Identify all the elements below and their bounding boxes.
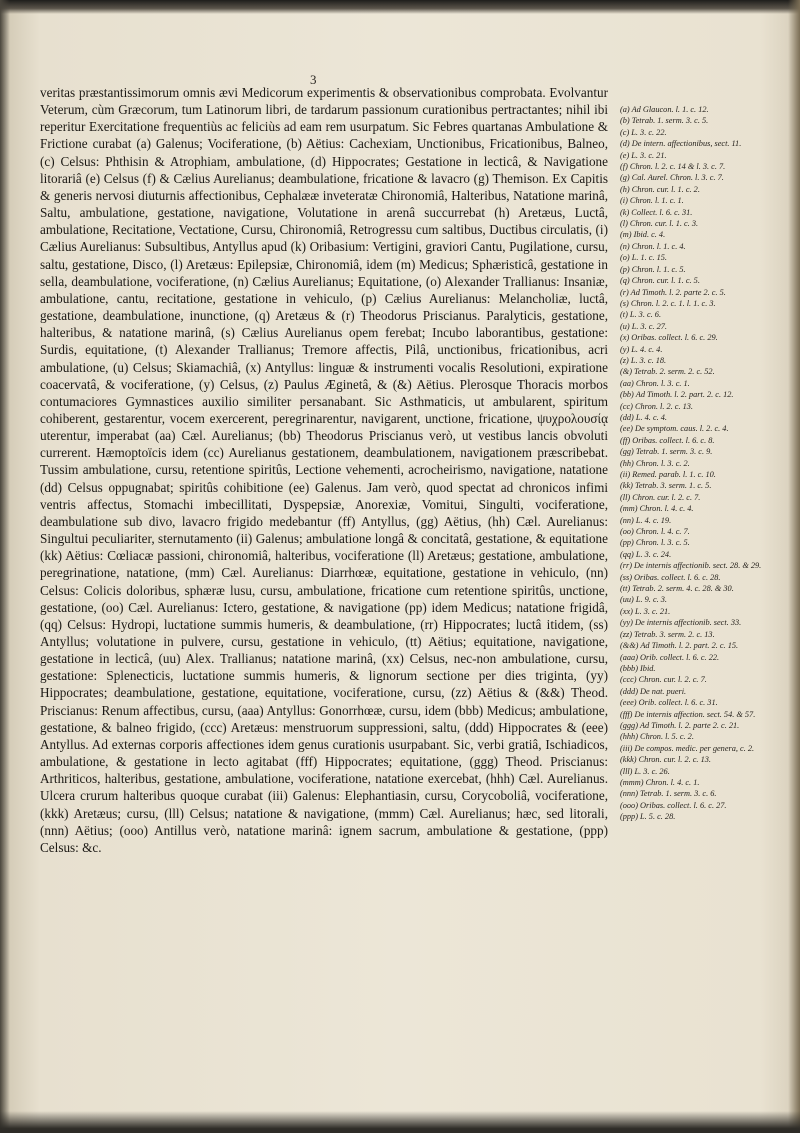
page-top-shadow [0,0,800,14]
margin-note: (dd) L. 4. c. 4. [620,412,668,422]
page-bottom-shadow [0,1111,800,1133]
margin-note: (eee) Orib. collect. l. 6. c. 31. [620,698,718,708]
margin-note: (ddd) De nat. pueri. [620,686,687,696]
margin-note: (&&) Ad Timoth. l. 2. part. 2. c. 15. [620,641,739,651]
margin-note: (c) L. 3. c. 22. [620,127,667,137]
main-text-column [40,84,608,856]
margin-note: (q) Chron. cur. l. 1. c. 5. [620,276,700,286]
margin-note: (tt) Tetrab. 2. serm. 4. c. 28. & 30. [620,584,734,594]
margin-note: (hh) Chron. l. 3. c. 2. [620,458,690,468]
margin-note: (o) L. 1. c. 15. [620,253,668,263]
page-number: 3 [310,72,317,87]
margin-note: (ff) Oribas. collect. l. 6. c. 8. [620,435,715,445]
margin-note: (kk) Tetrab. 3. serm. 1. c. 5. [620,481,712,491]
margin-note: (&) Tetrab. 2. serm. 2. c. 52. [620,367,715,377]
margin-note: (ccc) Chron. cur. l. 2. c. 7. [620,675,707,685]
margin-notes-column [620,104,786,823]
margin-note: (ggg) Ad Timoth. l. 2. parte 2. c. 21. [620,720,740,730]
margin-note: (qq) L. 3. c. 24. [620,549,672,559]
margin-note: (r) Ad Timoth. l. 2. parte 2. c. 5. [620,287,726,297]
page-right-edge [788,0,800,1133]
margin-note: (p) Chron. l. 1. c. 5. [620,264,686,274]
margin-note: (k) Collect. l. 6. c. 31. [620,207,693,217]
margin-note: (y) L. 4. c. 4. [620,344,663,354]
margin-note: (rr) De internis affectionib. sect. 28. & 29. [620,561,762,571]
margin-note: (m) Ibid. c. 4. [620,230,666,240]
margin-note: (cc) Chron. l. 2. c. 13. [620,401,693,411]
margin-note: (ii) Remed. parab. l. 1. c. 10. [620,470,716,479]
margin-note: (iii) De compos. medic. per genera, c. 2. [620,743,755,753]
margin-note: (ooo) Oribas. collect. l. 6. c. 27. [620,800,727,810]
margin-note: (i) Chron. l. 1. c. 1. [620,196,684,206]
margin-note: (fff) De internis affection. sect. 54. & 57. [620,709,756,719]
margin-note: (hhh) Chron. l. 5. c. 2. [620,732,694,742]
margin-note: (bbb) Ibid. [620,663,656,673]
margin-note: (uu) L. 9. c. 3. [620,595,668,605]
margin-note: (yy) De internis affectionib. sect. 33. [620,618,742,628]
margin-note: (mm) Chron. l. 4. c. 4. [620,504,694,514]
margin-note: (t) L. 3. c. 6. [620,310,662,320]
margin-note: (z) L. 3. c. 18. [620,355,667,365]
margin-note: (pp) Chron. l. 3. c. 5. [620,538,690,548]
margin-note: (ee) De symptom. caus. l. 2. c. 4. [620,424,729,434]
margin-note: (f) Chron. l. 2. c. 14 & l. 3. c. 7. [620,162,726,172]
margin-note: (xx) L. 3. c. 21. [620,606,671,616]
margin-note: (e) L. 3. c. 21. [620,150,667,160]
margin-note: (x) Oribas. collect. l. 6. c. 29. [620,333,718,343]
margin-note: (a) Ad Glaucon. l. 1. c. 12. [620,105,709,114]
margin-note: (nnn) Tetrab. 1. serm. 3. c. 6. [620,789,717,799]
margin-note: (ppp) L. 5. c. 28. [620,812,676,822]
margin-note: (d) De intern. affectionibus, sect. 11. [620,139,742,149]
margin-note: (mmm) Chron. l. 4. c. 1. [620,777,700,787]
margin-note: (n) Chron. l. 1. c. 4. [620,241,686,251]
margin-note: (nn) L. 4. c. 19. [620,515,672,525]
margin-note: (u) L. 3. c. 27. [620,321,668,331]
margin-note: (l) Chron. cur. l. 1. c. 3. [620,219,699,229]
margin-note: (oo) Chron. l. 4. c. 7. [620,527,690,537]
margin-note: (ss) Oribas. collect. l. 6. c. 28. [620,572,721,582]
body-paragraph: veritas præstantissimorum omnis ævi Medicorum experimentis & observationibus comprobata. Evolvantur Veterum, cùm Græcorum, tum Latinorum libri, de tardarum passionum curationibus pertractantes; nihil ibi reperitur Exercitatione frequentiùs ac feliciùs ad eam rem usurpatum. Sic Febres quartanas Ambulatione & Frictione curabat (a) Galenus; Vociferatione, (b) Aëtius: Cachexiam, Unctionibus, Fricationibus, Balneo, (c) Celsus: Phthisin & Atrophiam, ambulatione, (d) Hippocrates; Gestatione in lecticâ, & Navigatione litorariâ (e) Celsus (f) & Cælius Aurelianus; deambulatione, fricatione & lavacro (g) Themison. Ex Capitis & generis nervosi diuturnis affectionibus, Cephalææ inveteratæ Chironomiâ, Halteribus, Natatione marinâ, Saltu, ambulatione, gestatione, navigatione, Volutatione in arenâ succurrebat (h) Aretæus, Luctâ, ambulatione, Recitatione, Vectatione, Cursu, Chironomiâ, Retrogressu cum saltibus, Ductibus circulatis, (i) Cælius Aurelianus: Subsultibus, Antyllus apud (k) Oribasium: Vertigini, graviori Cantu, Pugilatione, cursu, saltu, gestatione, Disco, (l) Aretæus: Epilepsiæ, Chironomiâ, idem (m) Medicus; Sphæristicâ, gestatione in sella, deambulatione, vociferatione, (n) Cælius Aurelianus; Equitatione, (o) Alexander Trallianus: Insaniæ, ambulatione, cantu, recitatione, gestatione in vehiculo, (p) Cælius Aurelianus: Melancholiæ, luctâ, gestatione, deambulatione, inunctione, (q) Aretæus & (r) Theodorus Priscianus. Paralyticis, gestatione, halteribus, & natatione marinâ, (s) Cælius Aurelianus opem ferebat; Incubo laborantibus, gestatione: Surdis, equitatione, (t) Alexander Trallianus; Tremore affectis, Pilâ, unctionibus, fricationibus, acri ambulatione, (u) Celsus; Skiamachiâ, (x) Antyllus: linguæ & instrumenti vocalis Resolutioni, expiratione coacervatâ, & vociferatione, (y) Celsus, (z) Paulus Æginetâ, & (&) Aëtius. Plerosque Thoracis morbos contumaciores Gymnastices auxilio similiter persanabant. Sic Asthmaticis, ut ambularent, spiritum cohiberent, gestarentur, vocem exercerent, peregrinarentur, navigarent, unctione, fricatione, ψυχρολουσίᾳ uterentur, imperabat (aa) Cæl. Aurelianus; (bb) Theodorus Priscianus verò, ut vestibus lancis obvoluti currerent. Hæmoptoïcis idem (cc) Aurelianus gestationem, deambulationem, navigationem præscribebat. Tussim ambulatione, cursu, retentione spiritûs, Lectione vehementi, acrocheirismo, navigatione, natatione (dd) Celsus oppugnabat; spiritûs cohibitione (ee) Galenus. Jam verò, quod spectat ad chronicos infimi ventris affectus, Stomachi imbecillitati, Dyspepsiæ, Anorexiæ, Vomitui, Singulti, vociferatione, deambulatione sub divo, lavacro frigido medebantur (ff) Antyllus, (gg) Aëtius, (hh) Cæl. Aurelianus: Singultui peculiariter, sternutamento (ii) Galenus; ambulatione longâ & concitatâ, gestatione, & equitatione (kk) Aëtius: Cœliacæ passioni, chironomiâ, halteribus, vociferatione (ll) Aretæus; gestatione, ambulatione, peregrinatione, natatione, (mm) Cæl. Aurelianus: Diarrhœæ, equitatione, gestatione in vehiculo, (nn) Celsus: Colicis doloribus, sphæræ lusu, cursu, ambulatione, fricatione cum retentione spiritûs, unctione, gestatione, (oo) Cæl. Aurelianus: Ictero, gestatione, & navigatione (pp) idem Medicus; natatione frigidâ, (qq) Celsus: Hydropi, luctatione summis humeris, & deambulatione, (rr) Hippocrates; luctâ itidem, (ss) Antyllus; volutatione in pulvere, cursu, gestatione in vehiculo, (tt) Aëtius; equitatione, navigatione, gestatione in lecticâ, (uu) Alex. Trallianus; natatione marinâ, (xx) Celsus, nec-non ambulatione, cursu, gestatione: Splenecticis, luctatione summis humeris, & lignorum sectione per dies triginta, (yy) Hippocrates; deambulatione, gestatione, equitatione, vociferatione, cursu, (zz) Aëtius & (&&) Theod. Priscianus: Renum affectibus, cursu, (aaa) Antyllus: Gonorrhœæ, cursu, idem (bbb) Medicus; ambulatione, gestatione, & balneo frigido, (ccc) Aretæus: menstruorum suppressioni, saltu, (ddd) Hippocrates & (eee) Antyllus. Ad externas corporis affectiones idem genus curationis usurpabant. Sic, verbi gratiâ, Ischiadicos, ambulatione, & gestatione in lecto agitabat (fff) Hippocrates; equitatione, (ggg) Theod. Priscianus: Arthriticos, halteribus, gestatione, ambulatione, vociferatione, natatione exercebat, (hhh) Cæl. Aurelianus. Ulcera crurum halteribus quoque curabat (iii) Galenus: Elephantiasin, cursu, Corycoboliâ, vociferatione, (kkk) Aretæus; cursu, (lll) Celsus; natatione & navigatione, (mmm) Cæl. Aurelianus; hæc, sed litorali, (nnn) Aëtius; (ooo) Antillus verò, natatione marinâ: ignem sacrum, ambulatione & gestatione, (ppp) Celsus: &c. [40,85,608,855]
margin-note: (s) Chron. l. 2. c. 1. l. 1. c. 3. [620,298,716,308]
margin-note: (ll) Chron. cur. l. 2. c. 7. [620,492,701,502]
margin-note: (b) Tetrab. 1. serm. 3. c. 5. [620,116,709,126]
margin-note: (h) Chron. cur. l. 1. c. 2. [620,184,700,194]
margin-note: (aa) Chron. l. 3. c. 1. [620,378,690,388]
margin-note: (g) Cal. Aurel. Chron. l. 3. c. 7. [620,173,724,183]
margin-note: (aaa) Orib. collect. l. 6. c. 22. [620,652,720,662]
margin-note: (bb) Ad Timoth. l. 2. part. 2. c. 12. [620,390,734,400]
margin-note: (gg) Tetrab. 1. serm. 3. c. 9. [620,447,713,457]
binding-shadow [0,0,10,1133]
margin-note: (zz) Tetrab. 3. serm. 2. c. 13. [620,629,715,639]
margin-note: (lll) L. 3. c. 26. [620,766,670,776]
margin-note: (kkk) Chron. cur. l. 2. c. 13. [620,755,711,765]
